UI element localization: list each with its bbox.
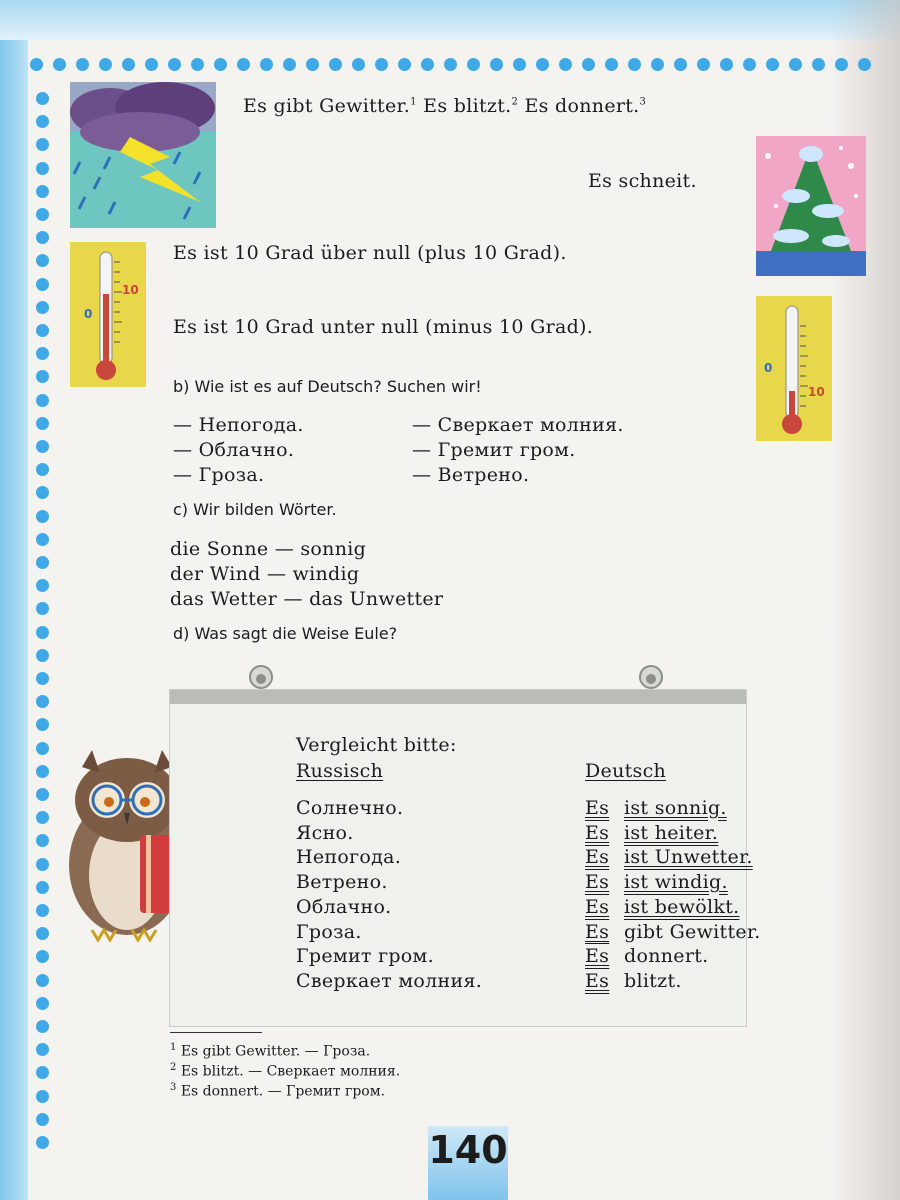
column-deutsch-header: Deutsch — [585, 760, 667, 782]
border-dot — [36, 1090, 49, 1103]
thunderstorm-line: Es gibt Gewitter.$^1$ Es blitzt.$^2$ Es donnert.$^3$ — [243, 95, 647, 117]
russian-phrase: Ясно. — [296, 821, 354, 844]
border-dot — [36, 1113, 49, 1126]
page-edge-band — [0, 0, 28, 1200]
border-dot — [36, 950, 49, 963]
border-dot — [628, 58, 641, 71]
border-dot — [36, 858, 49, 871]
border-dot — [36, 440, 49, 453]
border-dot — [559, 58, 572, 71]
border-dot — [30, 58, 43, 71]
border-dot — [858, 58, 871, 71]
border-dot — [99, 58, 112, 71]
border-dot — [145, 58, 158, 71]
border-dot — [352, 58, 365, 71]
task-b-item: — Облачно. — [173, 439, 295, 461]
border-dot — [36, 486, 49, 499]
border-dot — [36, 834, 49, 847]
border-dot — [191, 58, 204, 71]
border-dot — [398, 58, 411, 71]
border-dot — [582, 58, 595, 71]
border-dot — [306, 58, 319, 71]
border-dot — [36, 1020, 49, 1033]
border-dot — [789, 58, 802, 71]
border-dot — [36, 92, 49, 105]
border-dot — [36, 417, 49, 430]
border-dot — [812, 58, 825, 71]
border-dot — [36, 579, 49, 592]
svg-text:0: 0 — [84, 307, 93, 321]
german-phrase: ist heiter. — [624, 821, 719, 844]
plus-temperature-line: Es ist 10 Grad über null (plus 10 Grad). — [173, 242, 567, 264]
border-dot — [36, 602, 49, 615]
board-title: Vergleicht bitte: — [296, 734, 457, 756]
border-dot — [605, 58, 618, 71]
footnote: $^2$ Es blitzt. — Сверкает молния. — [170, 1062, 401, 1080]
border-dot — [283, 58, 296, 71]
es-pronoun: Es — [585, 945, 610, 968]
german-phrase: gibt Gewitter. — [624, 920, 761, 943]
border-dot — [36, 115, 49, 128]
border-dot — [36, 138, 49, 151]
task-c-label: c) Wir bilden Wörter. — [173, 500, 337, 519]
border-dot — [36, 556, 49, 569]
page-number: 140 — [428, 1128, 508, 1172]
border-dot — [513, 58, 526, 71]
border-dot — [490, 58, 503, 71]
russian-phrase: Непогода. — [296, 846, 402, 869]
border-dot — [36, 788, 49, 801]
border-dot — [36, 162, 49, 175]
word-pair: die Sonne — sonnig — [170, 538, 367, 560]
border-dot — [36, 231, 49, 244]
task-b-item: — Непогода. — [173, 414, 304, 436]
russian-phrase: Солнечно. — [296, 797, 404, 819]
svg-text:10: 10 — [808, 385, 825, 399]
dotted-border-left — [36, 92, 56, 1152]
border-dot — [444, 58, 457, 71]
border-dot — [36, 765, 49, 778]
border-dot — [36, 626, 49, 639]
german-phrase: ist sonnig. — [624, 797, 727, 819]
es-pronoun: Es — [585, 846, 610, 869]
es-pronoun: Es — [585, 969, 610, 992]
border-dot — [329, 58, 342, 71]
thunderstorm-illustration — [70, 82, 216, 228]
german-phrase: ist Unwetter. — [624, 846, 753, 869]
german-phrase: ist windig. — [624, 871, 728, 894]
page-number-box — [428, 1126, 508, 1200]
border-dot — [36, 301, 49, 314]
german-phrase: ist bewölkt. — [624, 895, 740, 918]
es-pronoun: Es — [585, 895, 610, 918]
border-dot — [36, 742, 49, 755]
task-d-label: d) Was sagt die Weise Eule? — [173, 624, 398, 643]
russian-phrase: Облачно. — [296, 895, 392, 918]
border-dot — [76, 58, 89, 71]
border-dot — [36, 278, 49, 291]
border-dot — [36, 208, 49, 221]
border-dot — [651, 58, 664, 71]
border-dot — [375, 58, 388, 71]
border-dot — [766, 58, 779, 71]
russian-phrase: Гремит гром. — [296, 945, 434, 968]
es-pronoun: Es — [585, 920, 610, 943]
border-dot — [237, 58, 250, 71]
border-dot — [421, 58, 434, 71]
border-dot — [36, 324, 49, 337]
thermometer-plus-icon — [70, 242, 146, 387]
column-russisch-header: Russisch — [296, 760, 384, 782]
border-dot — [835, 58, 848, 71]
border-dot — [720, 58, 733, 71]
border-dot — [36, 904, 49, 917]
border-dot — [743, 58, 756, 71]
dotted-border-top — [30, 58, 900, 80]
border-dot — [36, 254, 49, 267]
es-pronoun: Es — [585, 821, 610, 844]
border-dot — [36, 718, 49, 731]
thermometer-minus-icon — [756, 296, 832, 441]
border-dot — [36, 927, 49, 940]
task-b-item: — Сверкает молния. — [412, 414, 624, 436]
board-hook-left — [248, 664, 274, 698]
border-dot — [36, 811, 49, 824]
german-phrase: blitzt. — [624, 969, 682, 992]
border-dot — [122, 58, 135, 71]
border-dot — [36, 672, 49, 685]
border-dot — [36, 394, 49, 407]
snowy-tree-illustration — [756, 136, 866, 276]
footnote-divider — [170, 1032, 262, 1033]
border-dot — [36, 1136, 49, 1149]
border-dot — [36, 185, 49, 198]
board-hook-right — [638, 664, 664, 698]
border-dot — [36, 347, 49, 360]
border-dot — [36, 533, 49, 546]
border-dot — [53, 58, 66, 71]
border-dot — [36, 974, 49, 987]
task-b-item: — Гремит гром. — [412, 439, 576, 461]
page-top-band — [0, 0, 900, 40]
border-dot — [214, 58, 227, 71]
word-pair: der Wind — windig — [170, 563, 360, 585]
border-dot — [36, 1066, 49, 1079]
minus-temperature-line: Es ist 10 Grad unter null (minus 10 Grad). — [173, 316, 594, 338]
russian-phrase: Гроза. — [296, 920, 362, 943]
border-dot — [168, 58, 181, 71]
border-dot — [260, 58, 273, 71]
es-pronoun: Es — [585, 797, 610, 819]
border-dot — [674, 58, 687, 71]
word-pair: das Wetter — das Unwetter — [170, 588, 444, 610]
footnote: $^3$ Es donnert. — Гремит гром. — [170, 1082, 386, 1100]
task-b-item: — Ветрено. — [412, 464, 530, 486]
task-b-item: — Гроза. — [173, 464, 265, 486]
border-dot — [36, 463, 49, 476]
snow-line: Es schneit. — [588, 170, 697, 192]
border-dot — [536, 58, 549, 71]
border-dot — [36, 881, 49, 894]
border-dot — [697, 58, 710, 71]
border-dot — [467, 58, 480, 71]
svg-text:10: 10 — [122, 283, 139, 297]
border-dot — [36, 1043, 49, 1056]
footnote: $^1$ Es gibt Gewitter. — Гроза. — [170, 1042, 371, 1060]
border-dot — [36, 510, 49, 523]
task-b-label: b) Wie ist es auf Deutsch? Suchen wir! — [173, 377, 482, 396]
border-dot — [36, 695, 49, 708]
border-dot — [36, 649, 49, 662]
svg-text:0: 0 — [764, 361, 773, 375]
russian-phrase: Ветрено. — [296, 871, 388, 894]
german-phrase: donnert. — [624, 945, 709, 968]
russian-phrase: Сверкает молния. — [296, 969, 483, 992]
es-pronoun: Es — [585, 871, 610, 894]
border-dot — [36, 370, 49, 383]
border-dot — [36, 997, 49, 1010]
